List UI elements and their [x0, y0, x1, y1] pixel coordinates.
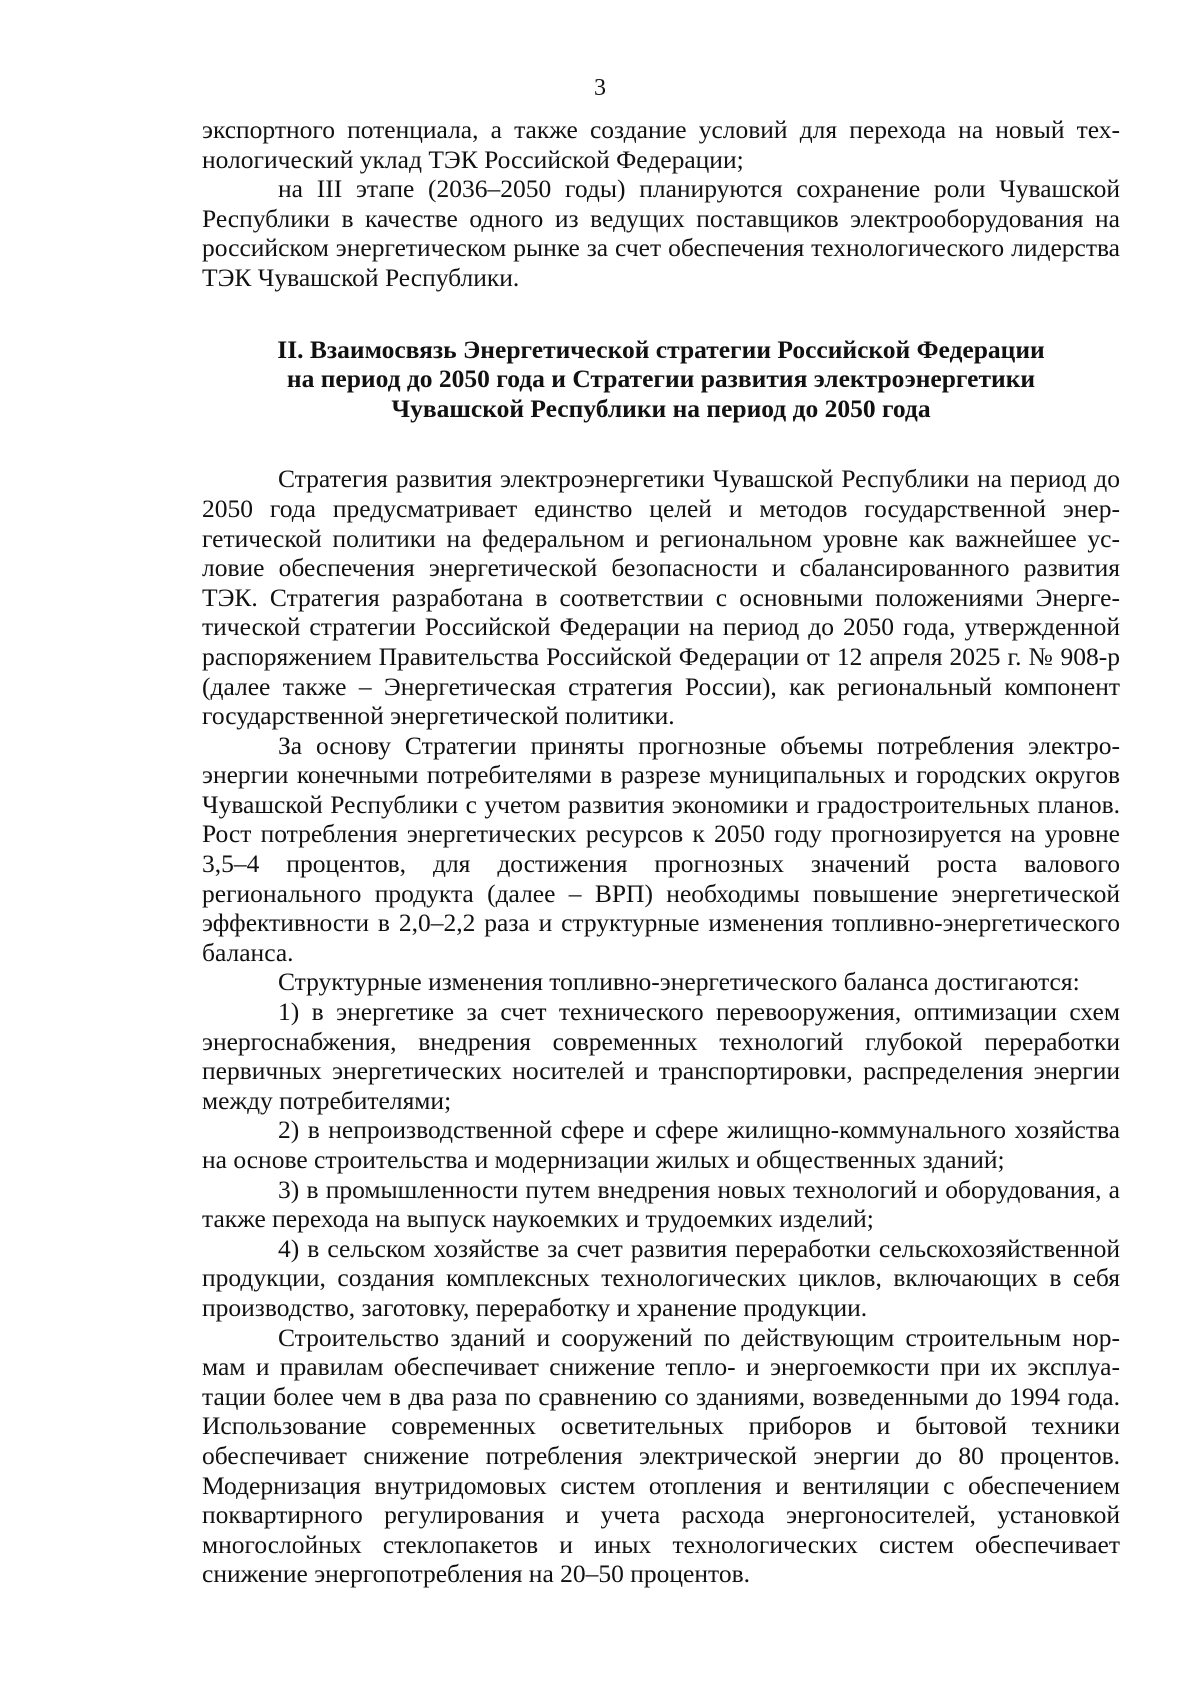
paragraph-stage-three: на III этапе (2036–2050 годы) планируются сохранение роли Чувашской Республики в качестве одного из ведущих поставщиков электрооборудования на российском энергетическом рынке за счет обеспечения технологического лидерства ТЭК Чувашской Республики. — [202, 174, 1120, 292]
section-heading-line-3: Чувашской Республики на период до 2050 года — [391, 393, 931, 423]
paragraph-structural-changes-intro: Структурные изменения топливно-энергетического баланса достигаются: — [278, 967, 1080, 997]
list-item-energy-sector: 1) в энергетике за счет технического перевооружения, оптимизации схем энергоснабжения, внедрения современных технологий глубокой переработки первичных энергетических носителей и транспортировки, распределения энергии между потребителями; — [202, 997, 1120, 1115]
list-item-industry: 3) в промышленности путем внедрения новых технологий и оборудования, а также перехода на выпуск наукоемких и трудоемких изделий; — [202, 1174, 1120, 1234]
list-item-housing-sector: 2) в непроизводственной сфере и сфере жилищно-коммунального хозяйства на основе строительства и модернизации жилых и общественных зданий; — [202, 1115, 1120, 1174]
section-heading-line-1: II. Взаимосвязь Энергетической стратегии Российской Федерации — [277, 334, 1045, 364]
paragraph-construction-efficiency: Строительство зданий и сооружений по действующим строительным нормам и правилам обеспечивает снижение тепло- и энергоемкости при их эксплуатации более чем в два раза по сравнению со зданиями, возведенными до 1994 года. Использование современных осветительных приборов и бытовой техники обеспечивает снижение потребления электрической энергии до 80 процентов. Модернизация внутридомовых систем отопления и вентиляции с обеспечением поквартирного регулирования и учета расхода энергоносителей, установкой многослойных стеклопакетов и иных технологических систем обеспечивает снижение энергопотребления на 20–50 процентов. — [202, 1322, 1120, 1589]
paragraph-strategy-overview: Стратегия развития электроэнергетики Чувашской Республики на период до 2050 года предусматривает единство целей и методов государственной энергетической политики на федеральном и региональном уровне как важнейшее условие обеспечения энергетической безопасности и сбалансированного развития ТЭК. Стратегия разработана в соответствии с основными положениями Энергетической стратегии Российской Федерации на период до 2050 года, утвержденной распоряжением Правительства Российской Федерации от 12 апреля 2025 г. № 908-р (далее также – Энергетическая стратегия России), как региональный компонент государственной энергетической политики. — [202, 464, 1120, 731]
page-number: 3 — [594, 75, 606, 101]
list-item-agriculture: 4) в сельском хозяйстве за счет развития переработки сельскохозяйственной продукции, создания комплексных технологических циклов, включающих в себя производство, заготовку, переработку и хранение продукции. — [202, 1233, 1120, 1322]
section-heading — [202, 335, 1120, 424]
section-heading-line-2: на период до 2050 года и Стратегии развития электроэнергетики — [286, 364, 1036, 394]
paragraph-consumption-forecast: За основу Стратегии приняты прогнозные объемы потребления электроэнергии конечными потребителями в разрезе муниципальных и городских округов Чувашской Республики с учетом развития экономики и градостроительных планов. Рост потребления энергетических ресурсов к 2050 году прогнозируется на уровне 3,5–4 процентов, для достижения прогнозных значений роста валового регионального продукта (далее – ВРП) необходимы повышение энергетической эффективности в 2,0–2,2 раза и структурные изменения топливно-энергетического баланса. — [202, 730, 1120, 967]
paragraph-continuation: экспортного потенциала, а также создание условий для перехода на новый технологический уклад ТЭК Российской Федерации; — [202, 115, 1120, 174]
document-body — [202, 115, 1120, 1589]
